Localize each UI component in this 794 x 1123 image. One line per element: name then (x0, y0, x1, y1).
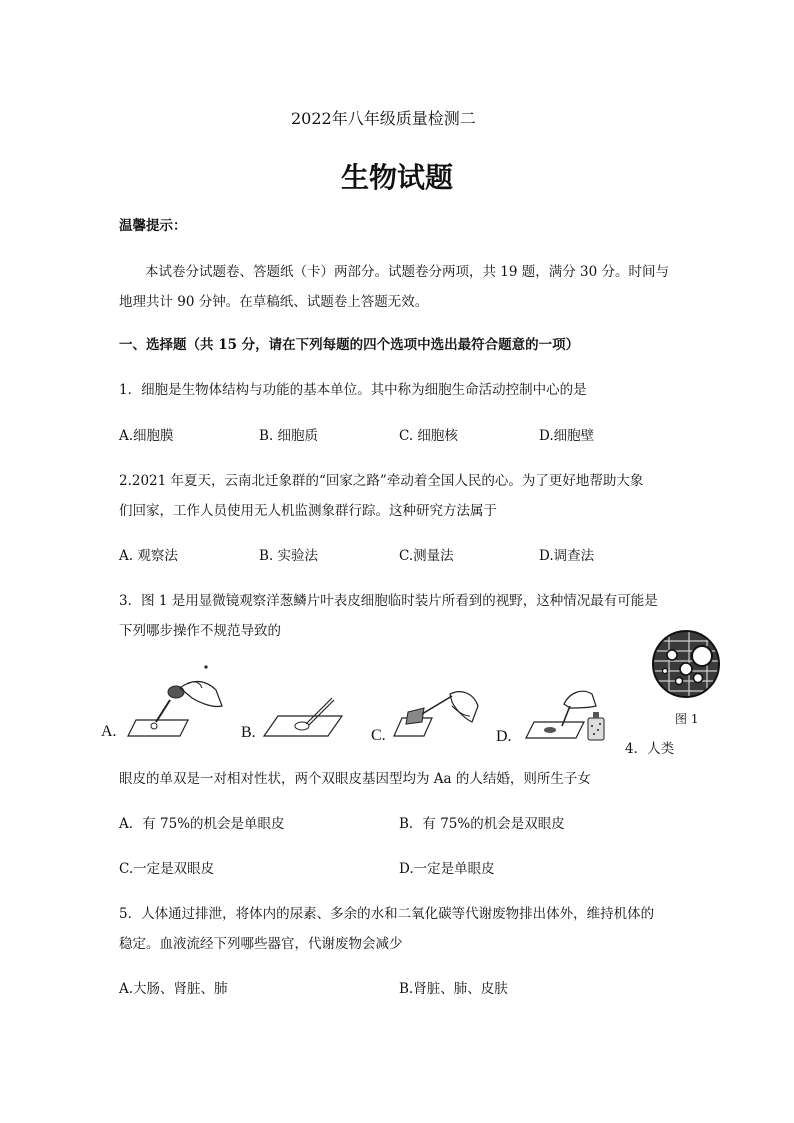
notice-line-1: 本试卷分试题卷、答题纸（卡）两部分。试题卷分两项，共 19 题，满分 30 分。时间与 (145, 264, 670, 280)
tweezers-on-slide-illustration (258, 690, 348, 740)
question-2-option-c: C.测量法 (399, 548, 454, 564)
question-2-stem-line-2: 们回家，工作人员使用无人机监测象群行踪。这种研究方法属于 (119, 503, 497, 519)
cover-slip-illustration (392, 688, 482, 746)
notice-heading: 温馨提示： (119, 218, 187, 234)
staining-illustration (520, 686, 610, 746)
figure-1-caption: 图 1 (675, 712, 699, 726)
question-3-option-d-label: D. (496, 728, 512, 745)
question-4-option-c: C.一定是双眼皮 (119, 861, 215, 877)
question-2-option-b: B. 实验法 (259, 548, 319, 564)
question-1-option-b: B. 细胞质 (259, 428, 319, 444)
section-1-heading: 一、选择题（共 15 分，请在下列每题的四个选项中选出最符合题意的一项） (119, 337, 580, 353)
exam-title: 生物试题 (341, 161, 454, 194)
question-1-option-c: C. 细胞核 (399, 428, 458, 444)
question-5-option-b: B.肾脏、肺、皮肤 (399, 981, 508, 997)
question-4-option-b: B．有 75%的机会是双眼皮 (399, 816, 565, 832)
question-4-stem-rest: 眼皮的单双是一对相对性状，两个双眼皮基因型均为 Aa 的人结婚，则所生子女 (119, 771, 591, 787)
question-3-option-a-label: A. (101, 723, 117, 740)
microscope-field-of-view-illustration (651, 629, 721, 699)
question-3-stem-line-2: 下列哪步操作不规范导致的 (119, 623, 281, 639)
question-3-option-c-label: C. (371, 727, 386, 744)
question-1-stem: 1．细胞是生物体结构与功能的基本单位。其中称为细胞生命活动控制中心的是 (119, 382, 587, 398)
question-5-stem-line-1: 5．人体通过排泄，将体内的尿素、多余的水和二氧化碳等代谢废物排出体外，维持机体的 (119, 906, 655, 922)
question-4-option-a: A．有 75%的机会是单眼皮 (119, 816, 285, 832)
question-2-option-a: A. 观察法 (119, 548, 178, 564)
notice-line-2: 地理共计 90 分钟。在草稿纸、试题卷上答题无效。 (119, 294, 429, 310)
question-5-stem-line-2: 稳定。血液流经下列哪些器官，代谢废物会减少 (119, 936, 403, 952)
question-3-option-b-label: B. (241, 724, 256, 741)
question-4-stem-start: 4．人类 (625, 741, 675, 757)
question-5-option-a: A.大肠、肾脏、肺 (119, 981, 228, 997)
question-1-option-a: A.细胞膜 (119, 428, 174, 444)
question-4-option-d: D.一定是单眼皮 (399, 861, 495, 877)
question-3-stem-line-1: 3．图 1 是用显微镜观察洋葱鳞片叶表皮细胞临时装片所看到的视野，这种情况最有可能是 (119, 593, 658, 609)
question-1-option-d: D.细胞壁 (539, 428, 595, 444)
question-2-stem-line-1: 2.2021 年夏天，云南北迁象群的“回家之路”牵动着全国人民的心。为了更好地帮助大象 (119, 473, 644, 489)
dropper-on-slide-illustration (118, 662, 228, 742)
question-2-option-d: D.调查法 (539, 548, 595, 564)
exam-subtitle: 2022年八年级质量检测二 (291, 109, 476, 128)
